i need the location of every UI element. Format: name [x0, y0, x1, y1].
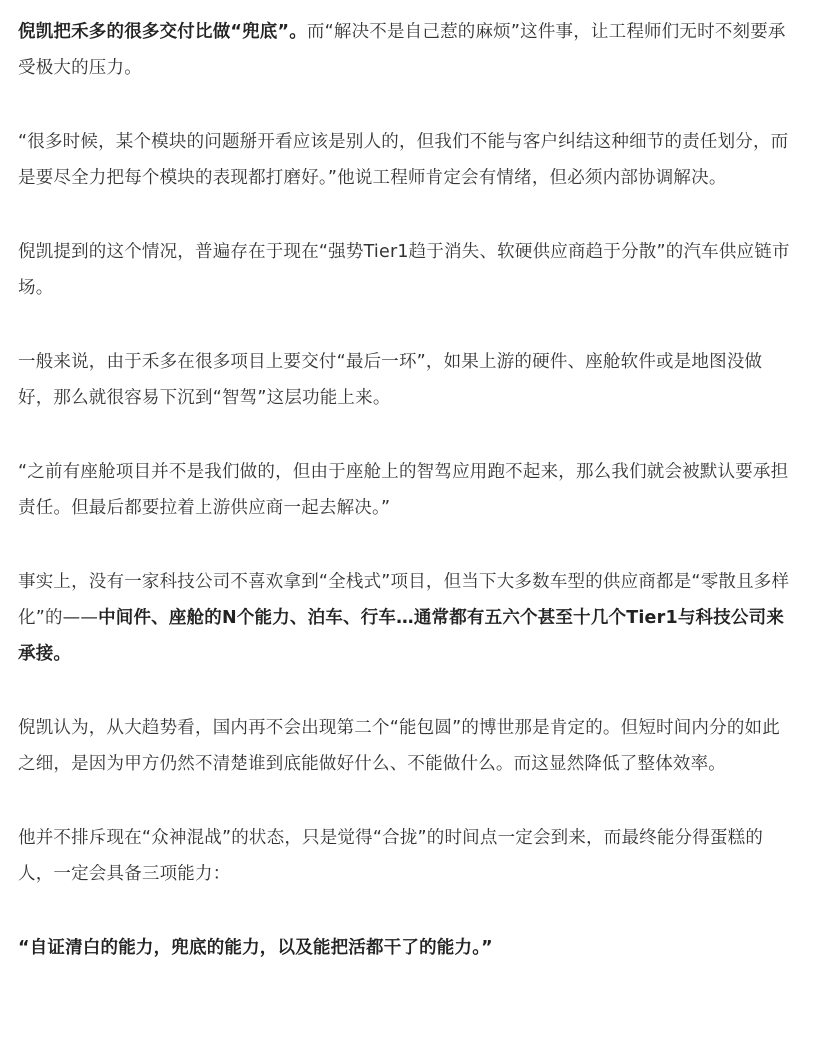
paragraph-6-bold: 中间件、座舱的N个能力、泊车、行车…通常都有五六个甚至十几个Tier1与科技公司来承接。 [18, 608, 785, 664]
paragraph-1-bold: 倪凯把禾多的很多交付比做“兜底”。 [18, 22, 307, 42]
paragraph-1-text: 而“解决不是自己惹的麻烦”这件事，让工程师们无时不刻要承受极大的压力。 [18, 22, 786, 78]
paragraph-8: 他并不排斥现在“众神混战”的状态，只是觉得“合拢”的时间点一定会到来，而最终能分得蛋糕的人，一定会具备三项能力： [18, 828, 764, 884]
paragraph-4: 一般来说，由于禾多在很多项目上要交付“最后一环”，如果上游的硬件、座舱软件或是地图没做好，那么就很容易下沉到“智驾”这层功能上来。 [18, 352, 763, 408]
paragraph-5: “之前有座舱项目并不是我们做的，但由于座舱上的智驾应用跑不起来，那么我们就会被默认要承担责任。但最后都要拉着上游供应商一起去解决。” [18, 462, 789, 518]
paragraph-9-quote: “自证清白的能力，兜底的能力，以及能把活都干了的能力。” [18, 938, 493, 958]
article-body [18, 14, 796, 966]
paragraph-2: “很多时候，某个模块的问题掰开看应该是别人的，但我们不能与客户纠结这种细节的责任划分，而是要尽全力把每个模块的表现都打磨好。”他说工程师肯定会有情绪，但必须内部协调解决。 [18, 132, 789, 188]
paragraph-1 [18, 14, 796, 86]
paragraph-6 [18, 564, 796, 672]
paragraph-6-text: 事实上，没有一家科技公司不喜欢拿到“全栈式”项目，但当下大多数车型的供应商都是“零散且多样化”的—— [18, 572, 790, 628]
paragraph-3: 倪凯提到的这个情况，普遍存在于现在“强势Tier1趋于消失、软硬供应商趋于分散”的汽车供应链市场。 [18, 242, 790, 298]
paragraph-7: 倪凯认为，从大趋势看，国内再不会出现第二个“能包圆”的博世那是肯定的。但短时间内分的如此之细，是因为甲方仍然不清楚谁到底能做好什么、不能做什么。而这显然降低了整体效率。 [18, 718, 780, 774]
